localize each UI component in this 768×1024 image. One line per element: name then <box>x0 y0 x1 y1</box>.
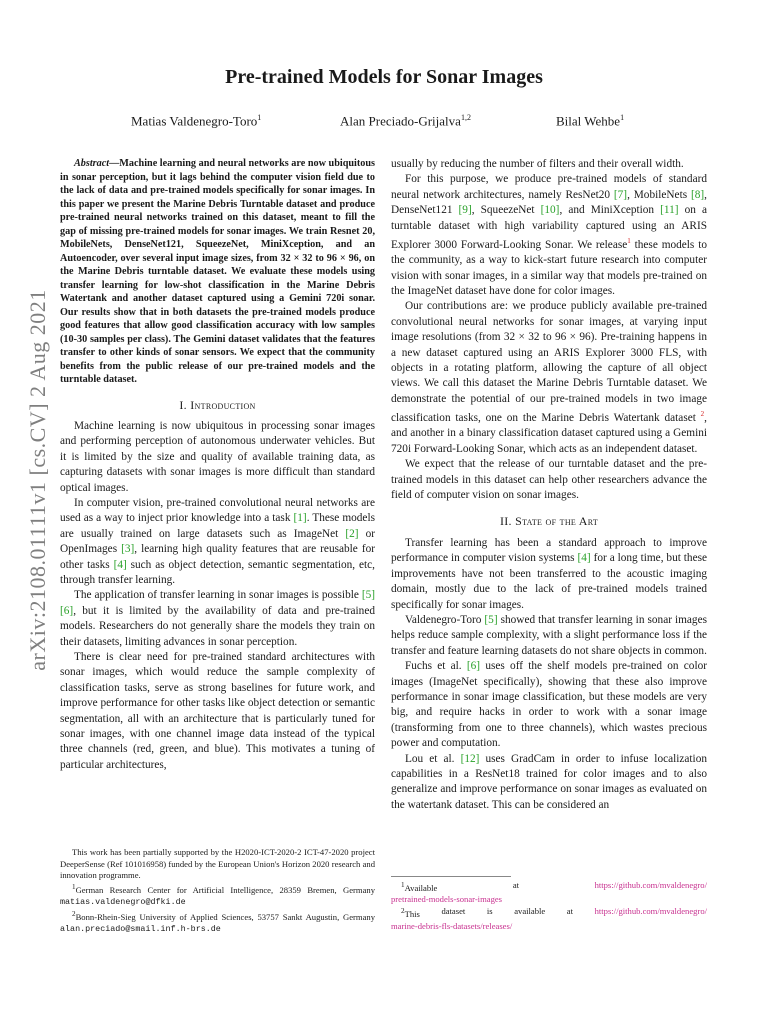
section-heading-introduction: I. Introduction <box>179 397 256 412</box>
email-2: alan.preciado@smail.inf.h-brs.de <box>60 924 221 935</box>
paper-title: Pre-trained Models for Sonar Images <box>225 66 543 88</box>
author-affiliation: 1 <box>257 113 262 122</box>
right-paragraph-4: We expect that the release of our turntable dataset and the pre-trained models in this dataset can help other researchers advance the field of computer vision on sonar images. <box>391 458 707 502</box>
footnote-1: $^1$Available at https://github.com/mvaldenegro/ <box>401 880 707 893</box>
author-name: Bilal Wehbe <box>556 113 621 129</box>
citation-link[interactable]: [11] <box>660 204 679 217</box>
right-paragraph-5: Transfer learning has been a standard approach to improve performance in computer vision systems [4] for a long time, but these improvements have not been transferred to the acoustic imaging domain, mostly due to the lack of pre-trained models trained specifically for sonar images. <box>391 536 707 611</box>
footnote-1-cont <box>391 894 707 906</box>
affiliation-2: $^2$Bonn-Rhein-Sieg University of Applied Sciences, 53757 Sankt Augustin, Germany alan.preciado@smail.inf.h-brs.de <box>60 909 375 935</box>
left-footnotes <box>60 847 375 936</box>
abstract-lead: Abstract <box>74 158 110 169</box>
author-name: Alan Preciado-Grijalva <box>340 113 461 129</box>
right-column <box>391 157 707 813</box>
footnote-2-link[interactable]: https://github.com/mvaldenegro/ <box>594 906 707 917</box>
citation-link[interactable]: [7] <box>613 188 628 201</box>
citation-link[interactable]: [4] <box>577 552 591 565</box>
author-1 <box>131 113 261 129</box>
citation-link[interactable]: [1] <box>293 512 307 525</box>
author-affiliation: 1 <box>620 113 625 122</box>
footnote-2-cont <box>391 921 707 933</box>
citation-link[interactable]: [8] <box>690 188 705 201</box>
intro-paragraph-1: Machine learning is now ubiquitous in processing sonar images and performing perception of autonomous underwater vehicles. But it is limited by the size and quality of available training data, as capturing datasets with sonar images is more difficult than standard optical images. <box>60 419 375 494</box>
right-paragraph-8: Lou et al. [12] uses GradCam in order to infuse localization capabilities in a ResNet18 trained for color images and to also generalize and improve performance on sonar images as evaluated on the watertank dataset. This can be considered an <box>391 752 707 811</box>
footnote-1-link[interactable]: https://github.com/mvaldenegro/ <box>594 880 707 890</box>
footnote-ref-1[interactable]: 1 <box>627 237 631 246</box>
author-2 <box>340 113 471 129</box>
section-heading-state-of-the-art: II. State of the Art <box>499 514 599 529</box>
right-paragraph-2: For this purpose, we produce pre-trained models of standard neural network architectures, namely ResNet20 [7], MobileNets [8], DenseNet121 [9], SqueezeNet [10], and MiniXception [11] on a turntable dataset with high variability captured using an ARIS Explorer 3000 Forward-Looking Sonar. We release$^1$ these models to the community, as a way to kick-start future research into computer vision with sonar images, in a similar way that models pre-trained on the ImageNet dataset have done for color images. <box>391 173 707 298</box>
intro-paragraph-3: The application of transfer learning in sonar images is possible [5] [6], but it is limited by the availability of data and pre-trained models. Researchers do not generally share the models they train on their datasets, limiting advances in sonar perception. <box>60 589 375 648</box>
footnote-1-link-cont[interactable]: pretrained-models-sonar-images <box>391 894 503 905</box>
citation-link[interactable]: [9] <box>458 204 472 217</box>
author-name: Matias Valdenegro-Toro <box>131 113 258 129</box>
right-paragraph-6: Valdenegro-Toro [5] showed that transfer learning in sonar images helps reduce sample complexity, with a slight performance loss if the transfer and feature learning datasets do not share objects in common. <box>391 613 707 657</box>
left-column <box>60 157 375 773</box>
intro-paragraph-4: There is clear need for pre-trained standard architectures with sonar images, which would reduce the sample complexity of classification tasks, serve as strong baselines for future work, and improve performance for other tasks like object detection or semantic segmentation, all with an architecture that is particularly tuned for sonar images, with one channel image data instead of the typical three channels (red, green, and blue). This motivates a tuning of particular architectures, <box>60 651 375 771</box>
citation-link[interactable]: [3] <box>121 543 135 556</box>
citation-link[interactable]: [5] <box>484 613 498 626</box>
citation-link[interactable]: [6] <box>60 604 74 617</box>
author-affiliation: 1,2 <box>460 113 471 122</box>
email-1: matias.valdenegro@dfki.de <box>60 897 186 908</box>
citation-link[interactable]: [2] <box>345 527 359 540</box>
citation-link[interactable]: [4] <box>113 558 127 571</box>
author-3 <box>556 113 624 129</box>
right-paragraph-3: Our contributions are: we produce publicly available pre-trained convolutional neural networks for sonar images, at varying input image resolutions (from 32 × 32 to 96 × 96). Pre-training happens in a new dataset captured using an ARIS Explorer 3000 FLS, with objects in a rotating platform, allowing the capture of all object views. We call this dataset the Marine Debris Turntable dataset. We demonstrate the potential of our pre-trained models in two image classification tasks, one on the Marine Debris Watertank dataset $^2$, and another in a binary classification dataset captured using a Gemini 720i Forward-Looking Sonar, which acts as an independent dataset. <box>391 300 707 455</box>
footnote-2: $^2$This dataset is available at https://github.com/mvaldenegro/ <box>401 906 707 919</box>
author-list <box>0 113 768 135</box>
right-footnotes <box>391 880 707 932</box>
footnote-divider <box>391 876 511 877</box>
citation-link[interactable]: [6] <box>466 660 481 673</box>
arxiv-identifier: arXiv:2108.01111v1 [cs.CV] 2 Aug 2021 <box>25 289 50 671</box>
funding-note: This work has been partially supported by the H2020-ICT-2020-2 ICT-47-2020 project DeeperSense (Ref 101016958) funded by the European Union's Horizon 2020 research and innovation programme. <box>60 847 375 881</box>
citation-link[interactable]: [5] <box>361 589 375 602</box>
right-paragraph-7: Fuchs et al. [6] uses off the shelf models pre-trained on color images (ImageNet specifically), showing that these also improve performance in sonar image classification, but these models are very big, and require hacks in order to work with a sonar image (transforming from one to three channels), which wastes precious power and computation. <box>391 660 707 750</box>
arxiv-sidebar <box>18 220 58 740</box>
abstract <box>60 157 375 387</box>
citation-link[interactable]: [10] <box>540 204 560 217</box>
footnote-2-link-cont[interactable]: marine-debris-fls-datasets/releases/ <box>391 920 513 931</box>
right-paragraph-1: usually by reducing the number of filters and their overall width. <box>391 158 684 170</box>
footnote-ref-2[interactable]: 2 <box>700 410 705 419</box>
abstract-text: —Machine learning and neural networks are now ubiquitous in sonar perception, but it lags behind the computer vision field due to the lack of data and pre-trained models specifically for sonar images. In this paper we present the Marine Debris Turntable dataset and produce pre-trained neural networks trained on this dataset, meant to fill the gap of missing pre-trained models for sonar images. We train Resnet 20, MobileNets, DenseNet121, SqueezeNet, MiniXception, and an Autoencoder, over several input image sizes, from 32 × 32 to 96 × 96, on the Marine Debris turntable dataset. We evaluate these models using transfer learning for low-shot classification in the Marine Debris Watertank and another dataset captured using a Gemini 720i sonar. Our results show that in both datasets the pre-trained models produce good features that allow good classification accuracy with low samples (10-30 samples per class). The Gemini dataset validates that the features transfer to other kinds of sonar sensors. We expect that the community benefits from the public release of our pre-trained models and the turntable dataset. <box>60 158 375 385</box>
affiliation-1: $^1$German Research Center for Artificial Intelligence, 28359 Bremen, Germany matias.valdenegro@dfki.de <box>60 882 375 908</box>
citation-link[interactable]: [12] <box>460 752 480 765</box>
intro-paragraph-2: In computer vision, pre-trained convolutional neural networks are used as a way to inject prior knowledge into a task [1]. These models are usually trained on large datasets such as ImageNet [2] or OpenImages [3], learning high quality features that are reusable for other tasks [4] such as object detection, semantic segmentation, etc, through transfer learning. <box>60 496 375 586</box>
